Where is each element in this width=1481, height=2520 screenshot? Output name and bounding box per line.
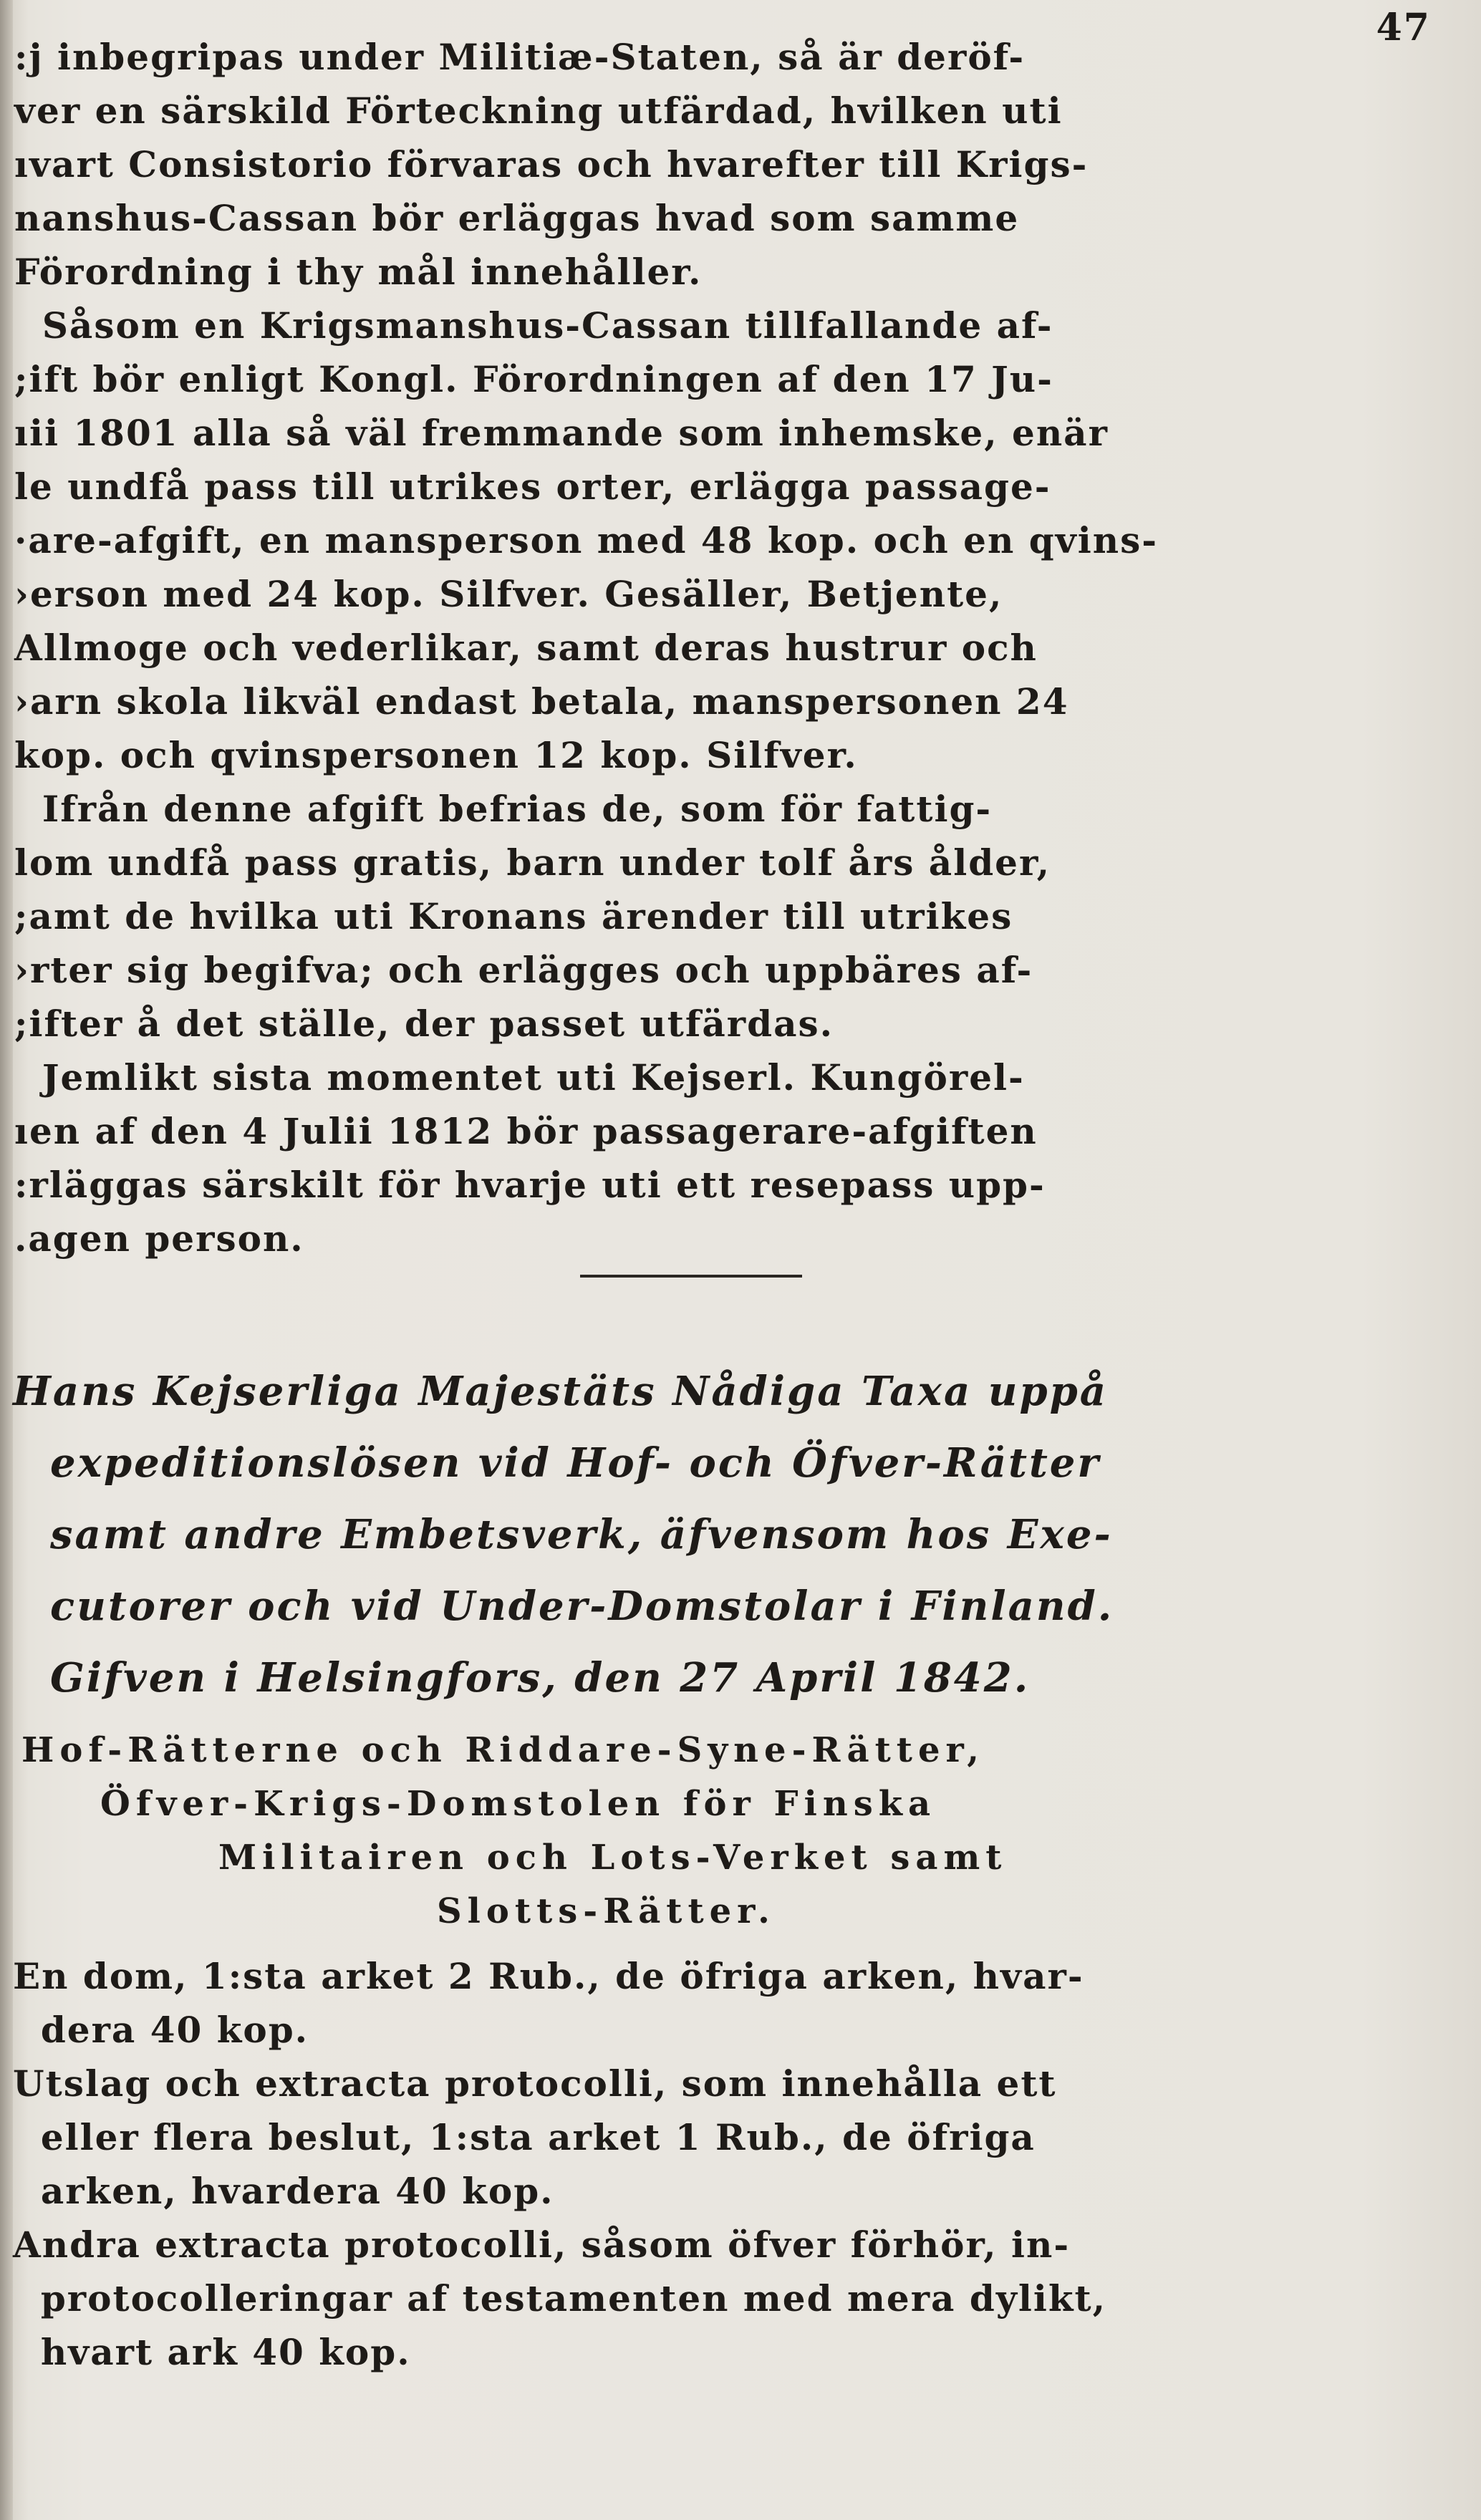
body-line: ›rter sig begifva; och erlägges och uppbäres af- bbox=[14, 949, 1033, 991]
title-line: samt andre Embetsverk, äfvensom hos Exe- bbox=[50, 1511, 1113, 1558]
body-line: le undfå pass till utrikes orter, erlägga passage- bbox=[14, 465, 1051, 508]
title-line: Hans Kejserliga Majestäts Nådiga Taxa uppå bbox=[13, 1368, 1109, 1415]
body-line: ;ift bör enligt Kongl. Förordningen af den 17 Ju- bbox=[14, 358, 1053, 400]
body-line: :rläggas särskilt för hvarje uti ett resepass upp- bbox=[14, 1164, 1046, 1206]
title-line: expeditionslösen vid Hof- och Öfver-Rätter bbox=[50, 1439, 1101, 1487]
body-line: Jemlikt sista momentet uti Kejserl. Kungörel- bbox=[14, 1056, 1025, 1099]
heading-line: Slotts-Rätter. bbox=[437, 1891, 776, 1931]
entry-line: protocolleringar af testamenten med mera dylikt, bbox=[13, 2277, 1107, 2319]
entry-line: Andra extracta protocolli, såsom öfver förhör, in- bbox=[13, 2224, 1071, 2266]
entry-line: hvart ark 40 kop. bbox=[13, 2331, 411, 2373]
body-line: ;ifter å det ställe, der passet utfärdas. bbox=[14, 1003, 834, 1045]
entry-line: arken, hvardera 40 kop. bbox=[13, 2170, 554, 2212]
heading-line: Militairen och Lots-Verket samt bbox=[218, 1838, 1008, 1878]
page-number: 47 bbox=[1376, 6, 1431, 49]
title-line: Gifven i Helsingfors, den 27 April 1842. bbox=[50, 1654, 1031, 1701]
body-line: lom undfå pass gratis, barn under tolf års ålder, bbox=[14, 841, 1051, 884]
body-line: ›erson med 24 kop. Silfver. Gesäller, Betjente, bbox=[14, 573, 1003, 615]
entry-line: Utslag och extracta protocolli, som innehålla ett bbox=[13, 2062, 1057, 2105]
entry-line: dera 40 kop. bbox=[13, 2009, 309, 2051]
heading-line: Öfver-Krigs-Domstolen för Finska bbox=[100, 1784, 937, 1824]
entry-line: eller flera beslut, 1:sta arket 1 Rub., de öfriga bbox=[13, 2116, 1036, 2158]
heading-line: Hof-Rätterne och Riddare-Syne-Rätter, bbox=[21, 1730, 985, 1770]
body-line: ;amt de hvilka uti Kronans ärender till utrikes bbox=[14, 895, 1013, 937]
body-line: nanshus-Cassan bör erläggas hvad som samme bbox=[14, 197, 1020, 239]
entry-line: En dom, 1:sta arket 2 Rub., de öfriga arken, hvar- bbox=[13, 1955, 1084, 1997]
body-line: ıii 1801 alla så väl fremmande som inhemske, enär bbox=[14, 412, 1109, 454]
body-line: :j inbegripas under Militiæ-Staten, så är deröf- bbox=[14, 36, 1026, 78]
body-line: kop. och qvinspersonen 12 kop. Silfver. bbox=[14, 734, 858, 776]
body-line: ver en särskild Förteckning utfärdad, hvilken uti bbox=[14, 90, 1063, 132]
body-line: ·are-afgift, en mansperson med 48 kop. och en qvins- bbox=[14, 519, 1158, 561]
body-line: ›arn skola likväl endast betala, manspersonen 24 bbox=[14, 680, 1069, 723]
body-line: Förordning i thy mål innehåller. bbox=[14, 251, 703, 293]
body-line: ıvart Consistorio förvaras och hvarefter till Krigs- bbox=[14, 143, 1089, 185]
body-line: Såsom en Krigsmanshus-Cassan tillfallande af- bbox=[14, 304, 1053, 347]
body-line: .agen person. bbox=[14, 1217, 304, 1260]
title-line: cutorer och vid Under-Domstolar i Finland. bbox=[50, 1583, 1114, 1630]
section-separator-rule bbox=[580, 1275, 802, 1278]
body-line: Ifrån denne afgift befrias de, som för fattig- bbox=[14, 788, 993, 830]
body-line: Allmoge och vederlikar, samt deras hustrur och bbox=[14, 627, 1038, 669]
page-binding-edge bbox=[0, 0, 13, 2520]
body-line: ıen af den 4 Julii 1812 bör passagerare-afgiften bbox=[14, 1110, 1038, 1152]
